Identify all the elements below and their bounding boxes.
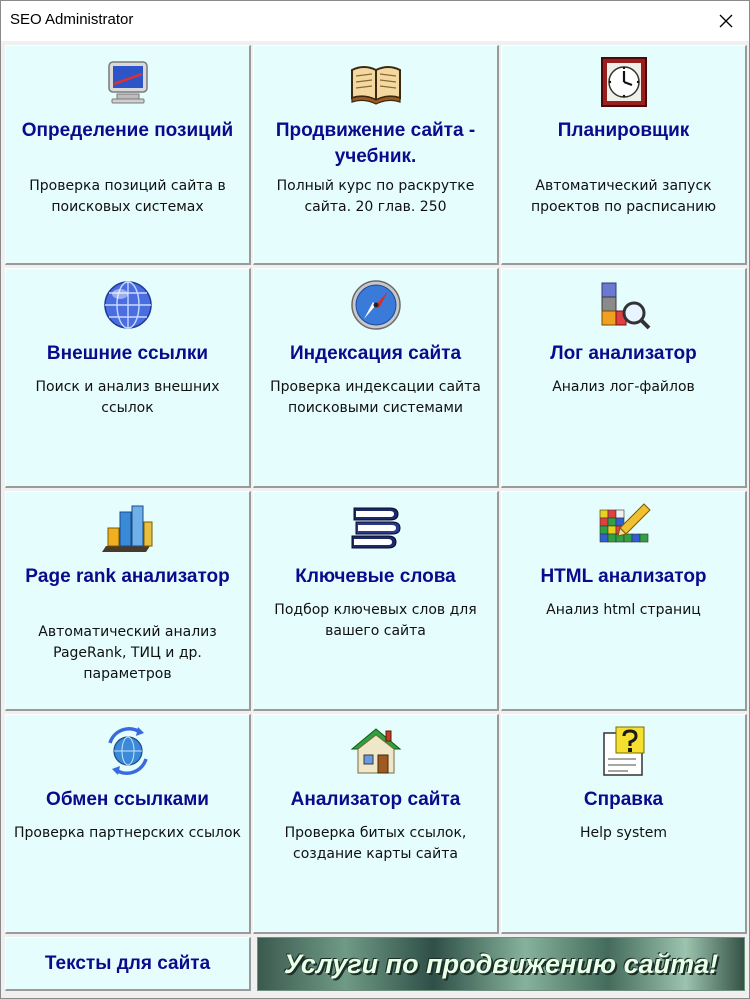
tile-title: Анализатор сайта bbox=[290, 789, 461, 810]
tile-description: Анализ html страниц bbox=[546, 602, 701, 618]
tile-title: Продвижение сайта - учебник. bbox=[275, 120, 476, 167]
tile-html-analyzer[interactable] bbox=[501, 491, 747, 711]
tile-pagerank-analyzer[interactable] bbox=[5, 491, 251, 711]
close-icon bbox=[718, 13, 734, 29]
tile-description: Автоматический анализ PageRank, ТИЦ и др. параметров bbox=[38, 624, 217, 682]
tile-keywords[interactable] bbox=[253, 491, 499, 711]
tile-title: Внешние ссылки bbox=[46, 343, 209, 364]
tile-site-analyzer[interactable] bbox=[253, 714, 499, 934]
globe-arrows-icon bbox=[100, 723, 156, 779]
tile-description: Полный курс по раскрутке сайта. 20 глав. 250 bbox=[276, 178, 475, 215]
tile-title: Индексация сайта bbox=[289, 343, 462, 364]
tool-grid bbox=[1, 45, 749, 998]
tile-title: Лог анализатор bbox=[550, 343, 697, 364]
bar-chart-icon bbox=[100, 500, 156, 556]
house-icon bbox=[348, 723, 404, 779]
clock-icon bbox=[596, 54, 652, 110]
monitor-icon bbox=[100, 54, 156, 110]
tile-description: Анализ лог-файлов bbox=[552, 379, 695, 395]
tile-description: Проверка позиций сайта в поисковых системах bbox=[29, 178, 226, 215]
tile-external-links[interactable] bbox=[5, 268, 251, 488]
tile-description: Проверка индексации сайта поисковыми системами bbox=[270, 379, 481, 416]
title-bar bbox=[1, 1, 749, 41]
tile-description: Проверка битых ссылок, создание карты сайта bbox=[284, 825, 467, 862]
tile-help[interactable] bbox=[501, 714, 747, 934]
tile-description: Подбор ключевых слов для вашего сайта bbox=[274, 602, 477, 639]
tile-description: Проверка партнерских ссылок bbox=[13, 825, 242, 841]
book-stack-icon bbox=[348, 500, 404, 556]
tile-position-check[interactable] bbox=[5, 45, 251, 265]
book-icon bbox=[348, 54, 404, 110]
tile-description: Автоматический запуск проектов по расписанию bbox=[531, 178, 716, 215]
tile-title: Планировщик bbox=[557, 120, 690, 141]
promotion-banner[interactable] bbox=[257, 937, 745, 991]
tile-link-exchange[interactable] bbox=[5, 714, 251, 934]
close-button[interactable] bbox=[703, 1, 749, 41]
site-texts-button[interactable]: Тексты для сайта bbox=[5, 937, 251, 991]
help-document-icon bbox=[596, 723, 652, 779]
tile-title: Page rank анализатор bbox=[25, 566, 230, 587]
window-title: SEO Administrator bbox=[10, 11, 134, 28]
tile-title: HTML анализатор bbox=[540, 566, 707, 587]
tile-title: Обмен ссылками bbox=[46, 789, 209, 810]
tile-site-indexing[interactable] bbox=[253, 268, 499, 488]
tile-description: Поиск и анализ внешних ссылок bbox=[35, 379, 220, 416]
magnifier-blocks-icon bbox=[596, 277, 652, 333]
tile-title: Определение позиций bbox=[21, 120, 234, 141]
tile-scheduler[interactable] bbox=[501, 45, 747, 265]
color-grid-pencil-icon bbox=[596, 500, 652, 556]
tile-log-analyzer[interactable] bbox=[501, 268, 747, 488]
tile-title: Ключевые слова bbox=[295, 566, 456, 587]
tile-title: Справка bbox=[583, 789, 664, 810]
tile-seo-tutorial[interactable] bbox=[253, 45, 499, 265]
globe-icon bbox=[100, 277, 156, 333]
compass-icon bbox=[348, 277, 404, 333]
tile-description: Help system bbox=[580, 825, 667, 841]
banner-text: Услуги по продвижению сайта! bbox=[283, 948, 719, 979]
